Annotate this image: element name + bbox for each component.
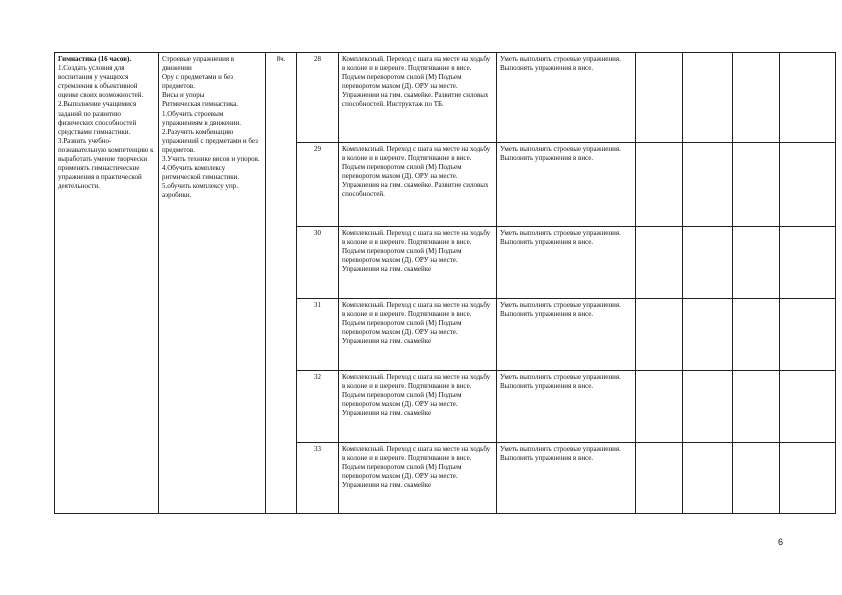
- empty-cell: [683, 227, 733, 299]
- content-line: Висы и упоры: [162, 91, 205, 100]
- lesson-content: Комплексный. Переход с шага на месте на ходьбу в колоне и в шеренге. Подтягивание в висе. Подъем переворотом силой (М) Подъем переворотом махом (Д). ОРУ на месте. Упражнения на гим. скамейке: [339, 227, 497, 299]
- empty-cell: [733, 53, 780, 143]
- lesson-number: 28: [297, 53, 339, 143]
- content-line: 2.Разучить комбинацию упражнений с предметами и без предметов.: [162, 127, 258, 154]
- content-line: 5.обучить комплексу упр. аэробики.: [162, 182, 238, 200]
- empty-cell: [780, 143, 836, 227]
- empty-cell: [733, 227, 780, 299]
- section-goal-item: 3.Развить учебно-познавательную компетенцию к выработать умение творчески применять гимнастические упражнения в практической деятельности.: [58, 136, 154, 191]
- empty-cell: [683, 299, 733, 371]
- empty-cell: [636, 371, 683, 443]
- empty-cell: [733, 143, 780, 227]
- empty-cell: [733, 299, 780, 371]
- empty-cell: [780, 53, 836, 143]
- content-line: Ору с предметами и без предметов.: [162, 73, 234, 91]
- lesson-goal: Уметь выполнять строевые упражнения. Выполнять упражнения в висе.: [497, 227, 636, 299]
- lesson-number: 31: [297, 299, 339, 371]
- empty-cell: [683, 443, 733, 514]
- empty-cell: [780, 371, 836, 443]
- lesson-content: Комплексный. Переход с шага на месте на ходьбу в колоне и в шеренге. Подтягивание в висе. Подъем переворотом силой (М) Подъем переворотом махом (Д). ОРУ на месте. Упражнения на гим. скамейке. Развитие силовых способностей.: [339, 143, 497, 227]
- empty-cell: [636, 443, 683, 514]
- content-line: 4.Обучить комплексу ритмической гимнастики.: [162, 164, 240, 182]
- lesson-goal: Уметь выполнять строевые упражнения. Выполнять упражнения в висе.: [497, 371, 636, 443]
- empty-cell: [683, 371, 733, 443]
- empty-cell: [683, 53, 733, 143]
- lesson-number: 29: [297, 143, 339, 227]
- content-line: 3.Учить технике висов и упоров.: [162, 155, 260, 164]
- empty-cell: [636, 53, 683, 143]
- empty-cell: [733, 443, 780, 514]
- section-title: Гимнастика (16 часов).: [58, 55, 132, 63]
- lesson-goal: Уметь выполнять строевые упражнения. Выполнять упражнения в висе.: [497, 53, 636, 143]
- empty-cell: [780, 227, 836, 299]
- empty-cell: [780, 299, 836, 371]
- empty-cell: [733, 371, 780, 443]
- page-number: 6: [778, 537, 784, 547]
- lesson-goal: Уметь выполнять строевые упражнения. Выполнять упражнения в висе.: [497, 143, 636, 227]
- table-row: [55, 53, 836, 143]
- content-line: Строевые упражнения в движении: [162, 55, 235, 73]
- hours-cell: 8ч.: [266, 53, 297, 514]
- empty-cell: [780, 443, 836, 514]
- lesson-number: 33: [297, 443, 339, 514]
- section-goals-cell: [55, 53, 159, 514]
- content-line: Ритмическая гимнастика.: [162, 100, 239, 109]
- lesson-plan-table: [54, 52, 836, 514]
- lesson-goal: Уметь выполнять строевые упражнения. Выполнять упражнения в висе.: [497, 443, 636, 514]
- lesson-content: Комплексный. Переход с шага на месте на ходьбу в колоне и в шеренге. Подтягивание в висе. Подъем переворотом силой (М) Подъем переворотом махом (Д). ОРУ на месте. Упражнения на гим. скамейке. Развитие силовых способностей. Инструктаж по ТБ.: [339, 53, 497, 143]
- lesson-number: 32: [297, 371, 339, 443]
- content-line: 1.Обучить строевым упражнениям в движении.: [162, 109, 241, 127]
- lesson-content: Комплексный. Переход с шага на месте на ходьбу в колоне и в шеренге. Подтягивание в висе. Подъем переворотом силой (М) Подъем переворотом махом (Д). ОРУ на месте. Упражнения на гим. скамейке: [339, 443, 497, 514]
- lesson-goal: Уметь выполнять строевые упражнения. Выполнять упражнения в висе.: [497, 299, 636, 371]
- lesson-content: Комплексный. Переход с шага на месте на ходьбу в колоне и в шеренге. Подтягивание в висе. Подъем переворотом силой (М) Подъем переворотом махом (Д). ОРУ на месте. Упражнения на гим. скамейке: [339, 299, 497, 371]
- section-goal-item: 2.Выполнение учащимися заданий по развитию физических способностей средствами гимнастики.: [58, 100, 137, 136]
- empty-cell: [636, 299, 683, 371]
- section-goal-item: 1.Создать условия для воспитания у учащихся стремления к объективной оценке своих возможностей.: [58, 64, 144, 100]
- empty-cell: [636, 227, 683, 299]
- empty-cell: [683, 143, 733, 227]
- lesson-content: Комплексный. Переход с шага на месте на ходьбу в колоне и в шеренге. Подтягивание в висе. Подъем переворотом силой (М) Подъем переворотом махом (Д). ОРУ на месте. Упражнения на гим. скамейке: [339, 371, 497, 443]
- section-content-cell: [159, 53, 266, 514]
- empty-cell: [636, 143, 683, 227]
- lesson-number: 30: [297, 227, 339, 299]
